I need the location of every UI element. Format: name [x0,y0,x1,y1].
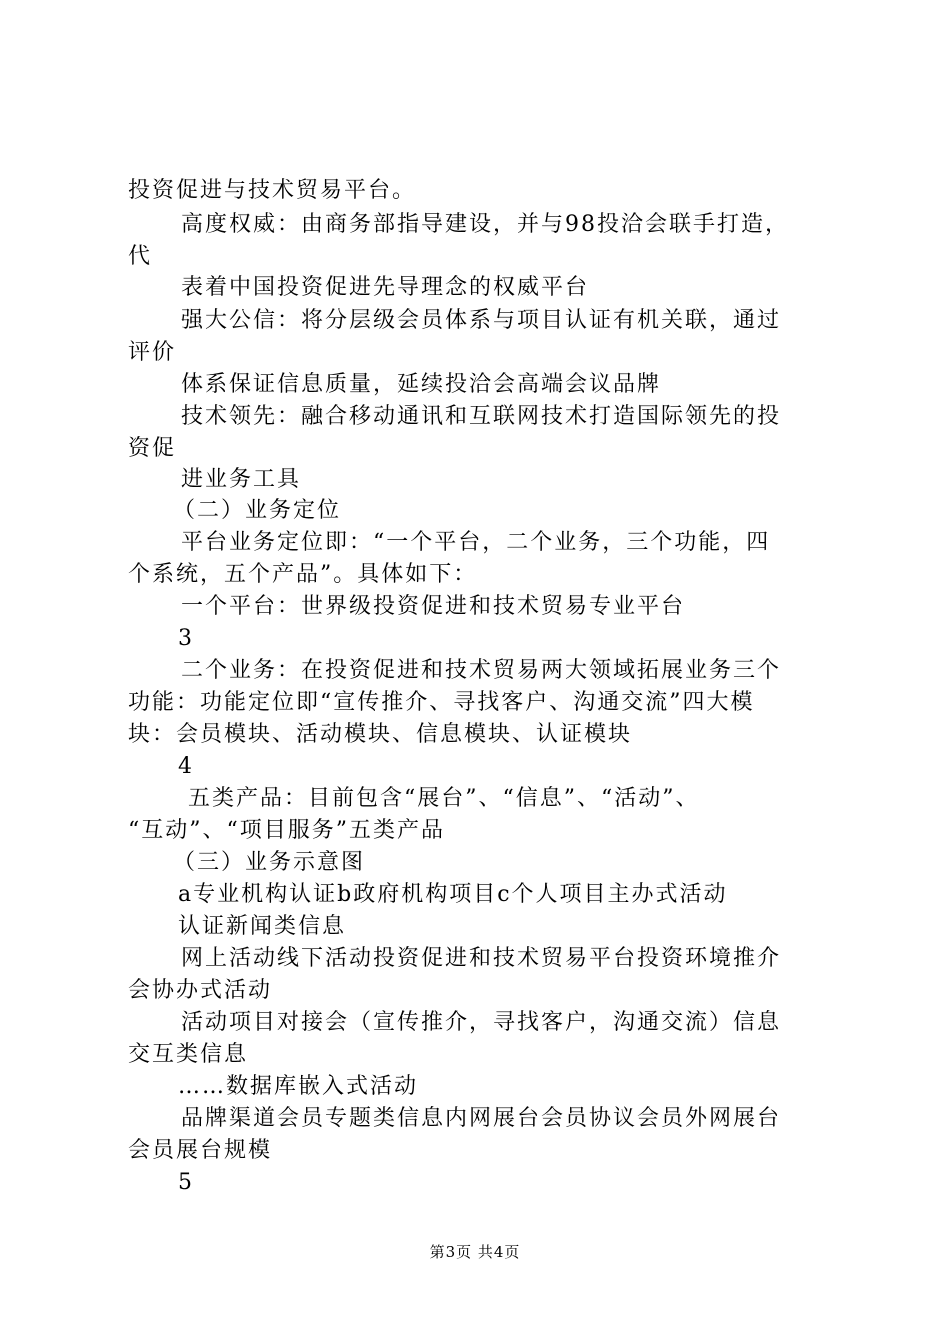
text-line-4: 表着中国投资促进先导理念的权威平台 [181,275,590,300]
text-line-13: 个系统，五个产品”。具体如下： [128,562,478,587]
text-line-19: 4 [178,754,194,779]
text-line-10: 进业务工具 [181,467,302,492]
text-line-8: 技术领先：融合移动通讯和互联网技术打造国际领先的投 [181,404,782,429]
text-line-32: 5 [178,1170,194,1195]
text-line-3: 代 [128,244,153,269]
text-line-28: 交互类信息 [128,1042,249,1067]
text-line-31: 会员展台规模 [128,1138,273,1163]
text-line-16: 二个业务：在投资促进和技术贸易两大领域拓展业务三个 [181,658,782,683]
text-line-30: 品牌渠道会员专题类信息内网展台会员协议会员外网展台 [181,1106,782,1131]
text-line-15: 3 [178,626,194,651]
text-line-18: 块：会员模块、活动模块、信息模块、认证模块 [128,722,633,747]
section-heading-business-diagram: （三）业务示意图 [173,850,366,875]
text-line-1: 投资促进与技术贸易平台。 [128,178,417,203]
text-line-27: 活动项目对接会（宣传推介，寻找客户，沟通交流）信息 [181,1010,782,1035]
text-line-20: 五类产品：目前包含“展台”、“信息”、“活动”、 [188,786,700,811]
text-line-21: “互动”、“项目服务”五类产品 [128,818,445,843]
page-footer: 第3页 共4页 [429,1243,521,1261]
text-line-5: 强大公信：将分层级会员体系与项目认证有机关联，通过 [181,308,782,333]
section-heading-business-positioning: （二）业务定位 [173,498,342,523]
text-line-6: 评价 [128,340,177,365]
text-line-26: 会协办式活动 [128,978,273,1003]
text-line-29: ……数据库嵌入式活动 [178,1074,419,1099]
text-line-14: 一个平台：世界级投资促进和技术贸易专业平台 [181,594,686,619]
text-line-24: 认证新闻类信息 [178,914,347,939]
text-line-7: 体系保证信息质量，延续投洽会高端会议品牌 [181,372,662,397]
text-line-17: 功能：功能定位即“宣传推介、寻找客户、沟通交流”四大模 [128,690,755,715]
text-line-2: 高度权威：由商务部指导建设，并与98投洽会联手打造， [181,212,789,237]
text-line-23: a专业机构认证b政府机构项目c个人项目主办式活动 [178,882,728,907]
text-line-9: 资促 [128,436,177,461]
text-line-25: 网上活动线下活动投资促进和技术贸易平台投资环境推介 [181,946,782,971]
text-line-12: 平台业务定位即：“一个平台，二个业务，三个功能，四 [181,530,771,555]
